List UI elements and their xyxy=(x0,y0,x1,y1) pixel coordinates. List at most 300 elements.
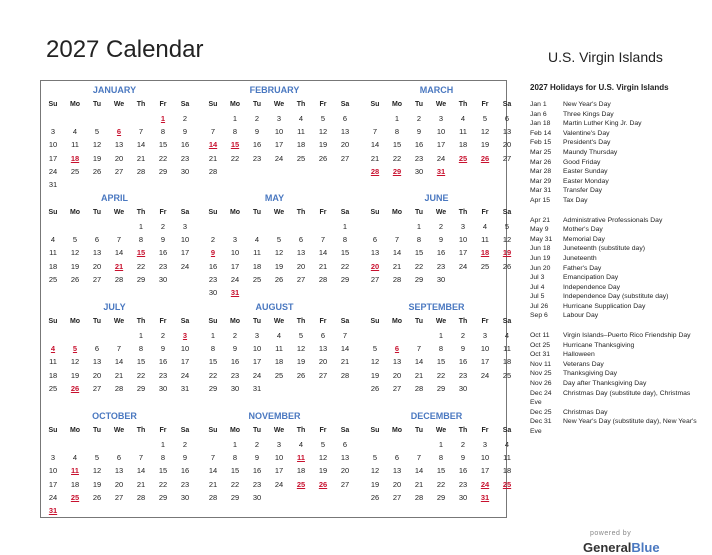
weekday-header: Fr xyxy=(481,427,489,434)
calendar-day: 29 xyxy=(158,492,168,502)
weekday-header: Tu xyxy=(252,318,262,325)
calendar-day: 31 xyxy=(252,383,262,393)
holiday-day: 15 xyxy=(230,140,240,150)
calendar-day: 1 xyxy=(342,222,348,231)
calendar-day: 24 xyxy=(48,492,58,502)
calendar-day: 1 xyxy=(438,331,444,340)
calendar-day: 4 xyxy=(50,235,56,245)
calendar-day: 30 xyxy=(158,383,168,393)
calendar-day: 26 xyxy=(274,274,284,284)
calendar-day: 19 xyxy=(318,140,328,150)
holiday-name: Easter Sunday xyxy=(563,168,608,176)
calendar-day: 18 xyxy=(48,261,58,271)
calendar-day: 20 xyxy=(114,153,124,163)
weekday-header: Mo xyxy=(229,318,241,325)
calendar-day: 16 xyxy=(208,261,218,271)
calendar-day: 18 xyxy=(274,357,284,367)
weekday-header: Th xyxy=(458,318,468,325)
calendar-day: 21 xyxy=(414,370,424,380)
holiday-name: Halloween xyxy=(563,351,595,359)
holiday-name: President's Day xyxy=(563,139,611,147)
holiday-date: Oct 31 xyxy=(530,351,551,359)
calendar-day: 8 xyxy=(232,453,238,463)
calendar-day: 10 xyxy=(480,453,490,463)
calendar-day: 23 xyxy=(180,153,190,163)
calendar-day: 14 xyxy=(136,140,146,150)
weekday-header: Tu xyxy=(252,427,262,434)
calendar-day: 10 xyxy=(180,235,190,245)
holiday-item xyxy=(530,417,698,436)
calendar-day: 11 xyxy=(297,127,305,137)
calendar-day: 8 xyxy=(438,344,444,354)
calendar-day: 24 xyxy=(180,261,190,271)
weekday-header: Su xyxy=(48,209,58,216)
calendar-day: 23 xyxy=(414,153,424,163)
holiday-item xyxy=(530,331,698,341)
calendar-day: 23 xyxy=(458,370,468,380)
weekday-header: Fr xyxy=(159,318,167,325)
calendar-day: 28 xyxy=(340,370,350,380)
calendar-day: 2 xyxy=(160,222,166,231)
powered-by-text: powered by xyxy=(590,530,632,537)
holiday-item xyxy=(530,369,698,379)
holiday-name: Memorial Day xyxy=(563,235,605,243)
holiday-date: Jul 3 xyxy=(530,274,545,282)
calendar-day: 20 xyxy=(340,140,350,150)
calendar-day: 22 xyxy=(208,370,218,380)
calendar-day: 17 xyxy=(274,466,284,476)
calendar-day: 16 xyxy=(180,140,190,150)
holiday-day: 24 xyxy=(480,479,490,489)
calendar-day: 7 xyxy=(416,344,422,354)
calendar-day: 26 xyxy=(318,153,328,163)
calendar-day: 15 xyxy=(436,357,446,367)
holiday-date: Jan 6 xyxy=(530,110,547,118)
holiday-item xyxy=(530,100,698,110)
calendar-day: 3 xyxy=(232,235,238,245)
weekday-header: Tu xyxy=(92,318,102,325)
calendar-day: 1 xyxy=(138,331,144,340)
calendar-day: 9 xyxy=(160,344,166,354)
calendar-day: 14 xyxy=(340,344,350,354)
weekday-header: Fr xyxy=(319,101,327,108)
holiday-date: May 31 xyxy=(530,235,553,243)
holiday-item xyxy=(530,350,698,360)
holiday-day: 26 xyxy=(480,153,490,163)
calendar-day: 15 xyxy=(414,248,424,258)
calendar-day: 7 xyxy=(116,235,122,245)
calendar-day: 8 xyxy=(416,235,422,245)
holiday-name: Transfer Day xyxy=(563,187,603,195)
calendar-day: 27 xyxy=(114,166,124,176)
holiday-date: Oct 11 xyxy=(530,332,550,340)
weekday-header: Fr xyxy=(159,209,167,216)
calendar-day: 24 xyxy=(480,370,490,380)
holiday-day: 25 xyxy=(296,479,306,489)
holiday-day: 6 xyxy=(394,344,400,354)
weekday-header: Su xyxy=(370,101,380,108)
calendar-day: 12 xyxy=(274,248,284,258)
calendar-day: 30 xyxy=(180,492,190,502)
calendar-day: 9 xyxy=(438,235,444,245)
weekday-header: Tu xyxy=(414,101,424,108)
calendar-day: 19 xyxy=(92,153,102,163)
calendar-day: 2 xyxy=(460,331,466,340)
month-february xyxy=(203,81,350,189)
calendar-day: 13 xyxy=(318,344,328,354)
calendar-day: 22 xyxy=(414,261,424,271)
calendar-day: 27 xyxy=(502,153,512,163)
brand-part2: Blue xyxy=(631,540,660,555)
holiday-day: 31 xyxy=(230,288,240,297)
holiday-day: 5 xyxy=(72,344,78,354)
calendar-day: 7 xyxy=(210,127,216,137)
calendar-day: 25 xyxy=(48,383,58,393)
calendar-day: 27 xyxy=(114,492,124,502)
weekday-header: Tu xyxy=(92,101,102,108)
calendar-day: 20 xyxy=(392,479,402,489)
weekday-header: Mo xyxy=(229,427,241,434)
holiday-item xyxy=(530,254,698,264)
holiday-name: Veterans Day xyxy=(563,360,604,368)
weekday-header: We xyxy=(113,318,125,325)
calendar-day: 3 xyxy=(460,222,466,231)
holiday-name: Mother's Day xyxy=(563,226,603,234)
calendar-day: 14 xyxy=(136,466,146,476)
calendar-day: 8 xyxy=(342,235,348,245)
weekday-header: Fr xyxy=(481,101,489,108)
holiday-day: 25 xyxy=(458,153,468,163)
weekday-header: Su xyxy=(208,209,218,216)
month-august xyxy=(203,298,350,406)
calendar-day: 24 xyxy=(48,166,58,176)
holiday-name: Hurricane Thanksgiving xyxy=(563,341,635,349)
weekday-header: We xyxy=(435,427,447,434)
calendar-day: 24 xyxy=(274,479,284,489)
holiday-date: Jan 1 xyxy=(530,101,547,108)
calendar-day: 28 xyxy=(136,166,146,176)
calendar-day: 4 xyxy=(72,453,78,463)
calendar-day: 13 xyxy=(114,140,124,150)
holiday-day: 1 xyxy=(160,114,166,123)
month-march xyxy=(365,81,512,189)
holiday-day: 19 xyxy=(502,248,512,258)
calendar-day: 26 xyxy=(296,370,306,380)
holiday-day: 31 xyxy=(436,166,446,176)
holiday-day: 15 xyxy=(136,248,146,258)
calendar-day: 15 xyxy=(230,466,240,476)
calendar-day: 29 xyxy=(436,492,446,502)
calendar-day: 19 xyxy=(370,479,380,489)
holiday-name: Good Friday xyxy=(563,158,601,166)
weekday-header: Fr xyxy=(159,427,167,434)
holiday-day: 29 xyxy=(392,166,402,176)
month-name: JANUARY xyxy=(92,85,137,95)
calendar-day: 30 xyxy=(458,383,468,393)
holiday-item xyxy=(530,389,698,408)
calendar-day: 23 xyxy=(158,261,168,271)
weekday-header: Mo xyxy=(391,101,403,108)
holiday-name: Administrative Professionals Day xyxy=(563,216,663,224)
calendar-day: 16 xyxy=(252,466,262,476)
calendar-day: 23 xyxy=(180,479,190,489)
holiday-name: Virgin Islands–Puerto Rico Friendship Day xyxy=(563,332,691,340)
calendar-day: 10 xyxy=(480,344,490,354)
holiday-date: Feb 14 xyxy=(530,129,552,137)
calendar-day: 18 xyxy=(48,370,58,380)
calendar-day: 25 xyxy=(274,370,284,380)
calendar-day: 17 xyxy=(180,248,190,258)
calendar-day: 20 xyxy=(92,370,102,380)
calendar-day: 6 xyxy=(342,440,348,449)
calendar-day: 26 xyxy=(370,383,380,393)
list-spacer xyxy=(530,321,698,331)
calendar-day: 18 xyxy=(502,357,512,367)
calendar-day: 2 xyxy=(182,440,188,449)
calendar-day: 4 xyxy=(504,331,510,340)
calendar-day: 2 xyxy=(254,114,260,123)
calendar-day: 4 xyxy=(254,235,260,245)
calendar-day: 12 xyxy=(370,357,380,367)
holiday-date: May 9 xyxy=(530,226,549,234)
calendar-day: 30 xyxy=(208,288,218,297)
holiday-date: Oct 25 xyxy=(530,341,551,349)
country-name: U.S. Virgin Islands xyxy=(548,49,663,65)
calendar-day: 21 xyxy=(136,479,146,489)
calendar-day: 21 xyxy=(414,479,424,489)
calendar-day: 26 xyxy=(502,261,512,271)
calendar-day: 14 xyxy=(114,357,124,367)
calendar-day: 17 xyxy=(180,357,190,367)
calendar-day: 14 xyxy=(318,248,328,258)
calendar-day: 17 xyxy=(48,479,58,489)
calendar-day: 22 xyxy=(436,370,446,380)
calendar-day: 30 xyxy=(252,492,262,502)
weekday-header: Tu xyxy=(92,427,102,434)
calendar-day: 11 xyxy=(253,248,261,258)
calendar-day: 20 xyxy=(502,140,512,150)
calendar-day: 12 xyxy=(318,127,328,137)
calendar-day: 27 xyxy=(92,274,102,284)
calendar-day: 16 xyxy=(158,357,168,367)
calendar-day: 20 xyxy=(296,261,306,271)
calendar-day: 10 xyxy=(458,235,468,245)
brand-logo[interactable] xyxy=(583,540,660,555)
month-january xyxy=(43,81,190,189)
calendar-day: 19 xyxy=(70,370,80,380)
holiday-day: 14 xyxy=(208,140,218,150)
holiday-item xyxy=(530,360,698,370)
weekday-header: Mo xyxy=(69,427,81,434)
calendar-day: 29 xyxy=(136,274,146,284)
calendar-day: 27 xyxy=(318,370,328,380)
calendar-day: 18 xyxy=(296,466,306,476)
holiday-date: Jul 26 xyxy=(530,302,549,310)
calendar-day: 21 xyxy=(340,357,350,367)
calendar-day: 16 xyxy=(180,466,190,476)
calendar-day: 8 xyxy=(210,344,216,354)
weekday-header: Su xyxy=(48,318,58,325)
calendar-day: 19 xyxy=(296,357,306,367)
calendar-day: 16 xyxy=(458,466,468,476)
holiday-date: Mar 25 xyxy=(530,148,552,156)
calendar-day: 21 xyxy=(392,261,402,271)
calendar-day: 14 xyxy=(114,248,124,258)
calendar-day: 30 xyxy=(436,274,446,284)
calendar-day: 12 xyxy=(70,248,80,258)
calendar-day: 1 xyxy=(210,331,216,340)
calendar-day: 27 xyxy=(370,274,380,284)
calendar-day: 8 xyxy=(232,127,238,137)
weekday-header: Sa xyxy=(340,209,350,216)
calendar-day: 25 xyxy=(480,261,490,271)
calendar-day: 28 xyxy=(414,492,424,502)
calendar-day: 9 xyxy=(460,344,466,354)
holiday-item xyxy=(530,273,698,283)
calendar-day: 21 xyxy=(208,479,218,489)
weekday-header: Th xyxy=(296,427,306,434)
weekday-header: Th xyxy=(458,209,468,216)
calendar-day: 25 xyxy=(48,274,58,284)
weekday-header: Sa xyxy=(180,101,190,108)
weekday-header: Th xyxy=(458,101,468,108)
calendar-day: 27 xyxy=(392,383,402,393)
calendar-day: 8 xyxy=(438,453,444,463)
calendar-day: 31 xyxy=(180,383,190,393)
calendar-day: 23 xyxy=(252,479,262,489)
calendar-day: 20 xyxy=(392,370,402,380)
holiday-name: Thanksgiving Day xyxy=(563,370,618,378)
calendar-day: 4 xyxy=(72,127,78,137)
calendar-day: 2 xyxy=(438,222,444,231)
calendar-day: 8 xyxy=(160,453,166,463)
weekday-header: Fr xyxy=(481,318,489,325)
holiday-item xyxy=(530,177,698,187)
weekday-header: Tu xyxy=(414,427,424,434)
weekday-header: We xyxy=(435,318,447,325)
calendar-day: 12 xyxy=(370,466,380,476)
weekday-header: Sa xyxy=(180,318,190,325)
calendar-day: 26 xyxy=(92,166,102,176)
month-name: FEBRUARY xyxy=(249,85,300,95)
holiday-item xyxy=(530,292,698,302)
month-july xyxy=(43,298,190,406)
weekday-header: We xyxy=(435,209,447,216)
calendar-day: 9 xyxy=(160,235,166,245)
holiday-day: 26 xyxy=(318,479,328,489)
calendar-day: 24 xyxy=(180,370,190,380)
calendar-day: 26 xyxy=(370,492,380,502)
calendar-day: 6 xyxy=(94,344,100,354)
calendar-day: 13 xyxy=(392,357,402,367)
calendar-day: 27 xyxy=(296,274,306,284)
calendar-day: 13 xyxy=(340,127,350,137)
calendar-day: 6 xyxy=(94,235,100,245)
weekday-header: Sa xyxy=(340,318,350,325)
calendar-day: 1 xyxy=(232,440,238,449)
calendar-day: 24 xyxy=(252,370,262,380)
calendar-day: 22 xyxy=(158,479,168,489)
weekday-header: Th xyxy=(136,318,146,325)
holiday-day: 3 xyxy=(182,331,188,340)
calendar-day: 29 xyxy=(158,166,168,176)
weekday-header: Mo xyxy=(69,318,81,325)
calendar-day: 22 xyxy=(436,479,446,489)
calendar-day: 6 xyxy=(298,235,304,245)
calendar-day: 6 xyxy=(372,235,378,245)
weekday-header: Sa xyxy=(340,427,350,434)
calendar-day: 11 xyxy=(71,140,79,150)
weekday-header: Su xyxy=(48,101,58,108)
month-name: MARCH xyxy=(419,85,454,95)
calendar-day: 16 xyxy=(458,357,468,367)
holiday-day: 4 xyxy=(50,344,56,354)
calendar-day: 15 xyxy=(136,357,146,367)
holiday-name: New Year's Day (substitute day), New Year's Eve xyxy=(530,418,697,435)
weekday-header: We xyxy=(113,101,125,108)
holiday-name: Independence Day (substitute day) xyxy=(563,293,669,301)
calendar-day: 12 xyxy=(92,466,102,476)
calendar-day: 7 xyxy=(210,453,216,463)
weekday-header: Sa xyxy=(502,101,512,108)
holiday-date: Apr 15 xyxy=(530,196,551,204)
calendar-day: 28 xyxy=(136,492,146,502)
weekday-header: Fr xyxy=(481,209,489,216)
calendar-day: 1 xyxy=(438,440,444,449)
calendar-day: 17 xyxy=(274,140,284,150)
weekday-header: Th xyxy=(296,318,306,325)
holiday-name: Hurricane Supplication Day xyxy=(563,302,646,310)
month-name: SEPTEMBER xyxy=(408,302,465,312)
calendar-day: 30 xyxy=(230,383,240,393)
weekday-header: We xyxy=(435,101,447,108)
calendar-day: 7 xyxy=(416,453,422,463)
calendar-day: 28 xyxy=(114,274,124,284)
holiday-date: Jul 5 xyxy=(530,293,545,301)
calendar-day: 3 xyxy=(482,331,488,340)
holiday-name: New Year's Day xyxy=(563,101,611,108)
calendar-day: 18 xyxy=(296,140,306,150)
holiday-name: Emancipation Day xyxy=(563,274,619,282)
calendar-day: 21 xyxy=(136,153,146,163)
holiday-name: Day after Thanksgiving Day xyxy=(563,380,647,388)
holiday-date: Jun 19 xyxy=(530,254,551,262)
weekday-header: Sa xyxy=(502,209,512,216)
calendar-day: 10 xyxy=(274,127,284,137)
calendar-day: 20 xyxy=(114,479,124,489)
calendar-day: 1 xyxy=(232,114,238,123)
weekday-header: Su xyxy=(370,427,380,434)
holiday-day: 18 xyxy=(480,248,490,258)
calendar-day: 21 xyxy=(370,153,380,163)
calendar-day: 10 xyxy=(436,127,446,137)
weekday-header: Su xyxy=(208,318,218,325)
calendar-day: 31 xyxy=(48,180,58,189)
calendar-day: 11 xyxy=(49,357,57,367)
calendar-day: 16 xyxy=(230,357,240,367)
calendar-day: 23 xyxy=(252,153,262,163)
calendar-day: 19 xyxy=(92,479,102,489)
calendar-day: 16 xyxy=(436,248,446,258)
calendar-day: 7 xyxy=(342,331,348,340)
calendar-day: 29 xyxy=(414,274,424,284)
holiday-item xyxy=(530,341,698,351)
weekday-header: Mo xyxy=(229,209,241,216)
calendar-day: 6 xyxy=(116,453,122,463)
calendar-day: 9 xyxy=(460,453,466,463)
calendar-day: 10 xyxy=(252,344,262,354)
holiday-date: Mar 26 xyxy=(530,158,552,166)
